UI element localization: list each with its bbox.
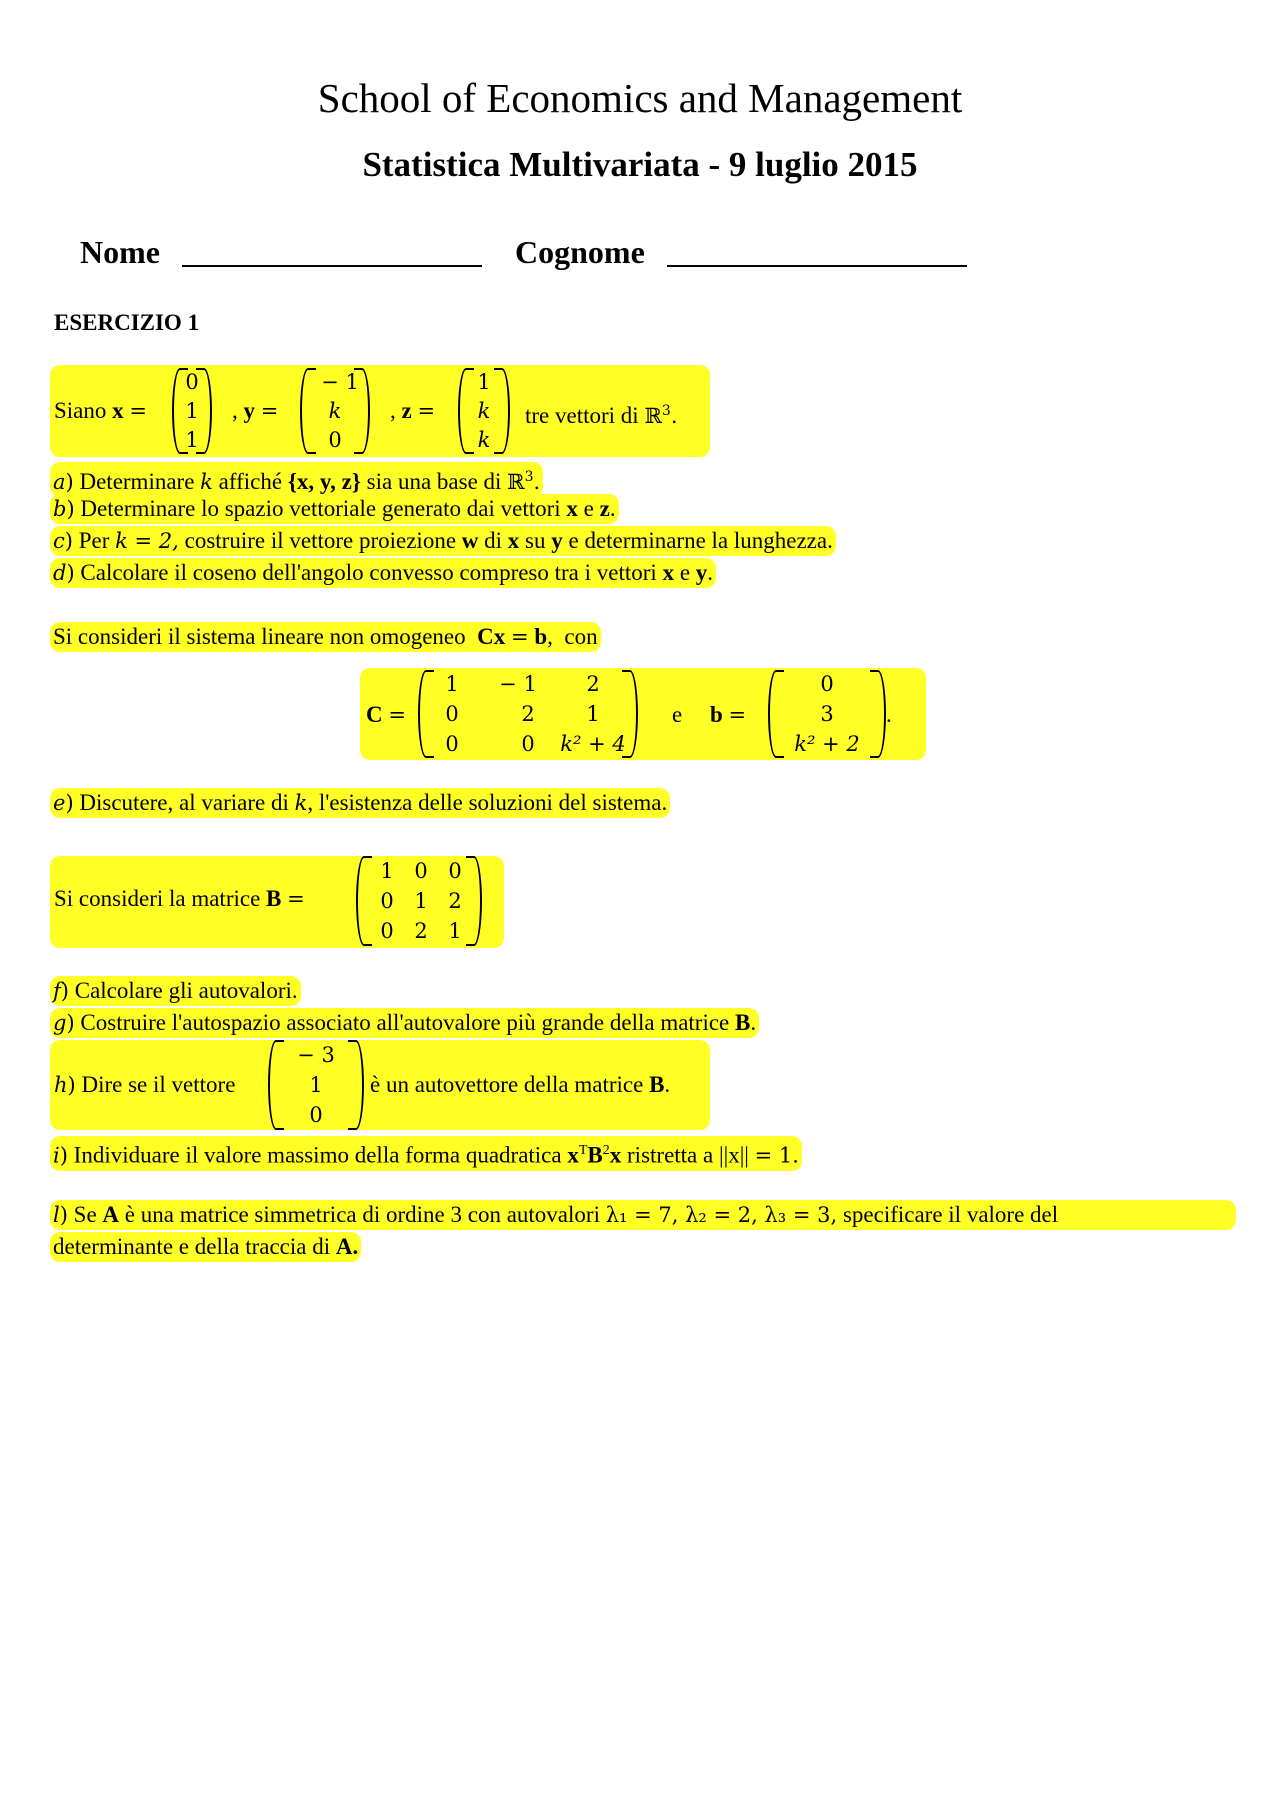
question-h-suffix: è un autovettore della matrice B. <box>370 1072 671 1097</box>
name-blank <box>182 237 482 267</box>
surname-label: Cognome <box>515 234 645 270</box>
name-label: Nome <box>80 234 160 270</box>
surname-blank <box>667 237 967 267</box>
question-d: d) Calcolare il coseno dell'angolo convesso compreso tra i vettori x e y. <box>50 558 716 588</box>
intro-prefix: Siano x = <box>54 398 147 423</box>
vector-b-label: b = <box>710 702 747 727</box>
matrix-b: 1 0 0 0 1 2 0 2 1 <box>356 856 482 946</box>
question-a: a) Determinare k affiché {x, y, z} sia una base di ℝ$^3$. <box>50 462 543 497</box>
and-word: e <box>672 702 683 727</box>
exam-title: Statistica Multivariata - 9 luglio 2015 <box>362 145 918 184</box>
vector-x: 0 1 1 <box>172 368 212 454</box>
name-field <box>80 234 482 271</box>
question-i: i) Individuare il valore massimo della forma quadratica $x^TB^2x$ ristretta a ||x|| = 1. <box>50 1136 802 1171</box>
school-title: School of Economics and Management <box>317 75 963 121</box>
question-l: l) Se A è una matrice simmetrica di ordine 3 con autovalori λ₁ = 7, λ₂ = 2, λ₃ = 3, specificare il valore del <box>50 1200 1236 1230</box>
question-c: c) Per k = 2, costruire il vettore proiezione w di x su y e determinarne la lunghezza. <box>50 526 836 556</box>
question-g: g) Costruire l'autospazio associato all'autovalore più grande della matrice B. <box>50 1008 759 1038</box>
vector-y: − 1 k 0 <box>300 368 370 454</box>
question-h: h) Dire se il vettore <box>54 1072 236 1097</box>
vector-z: 1 k k <box>458 368 510 454</box>
matrix-c-label: C = <box>366 702 406 727</box>
question-l-continued: determinante e della traccia di A. <box>50 1232 361 1262</box>
vector-h: − 3 1 0 <box>268 1040 364 1130</box>
exercise-heading: ESERCIZIO 1 <box>54 310 200 335</box>
vector-b: 0 3 k² + 2 <box>768 670 886 758</box>
question-f: f) Calcolare gli autovalori. <box>50 976 301 1006</box>
intro-suffix: tre vettori di ℝ$^3$. <box>525 403 678 428</box>
surname-field <box>515 234 967 271</box>
system-intro: Si consideri il sistema lineare non omogeneo Cx = b, con <box>50 622 601 652</box>
matrix-c: 1 − 1 2 0 2 1 0 0 k² + 4 <box>418 670 638 758</box>
question-e: e) Discutere, al variare di k, l'esistenza delle soluzioni del sistema. <box>50 788 670 818</box>
matrix-b-intro: Si consideri la matrice B = <box>54 886 305 911</box>
question-b: b) Determinare lo spazio vettoriale generato dai vettori x e z. <box>50 494 619 524</box>
